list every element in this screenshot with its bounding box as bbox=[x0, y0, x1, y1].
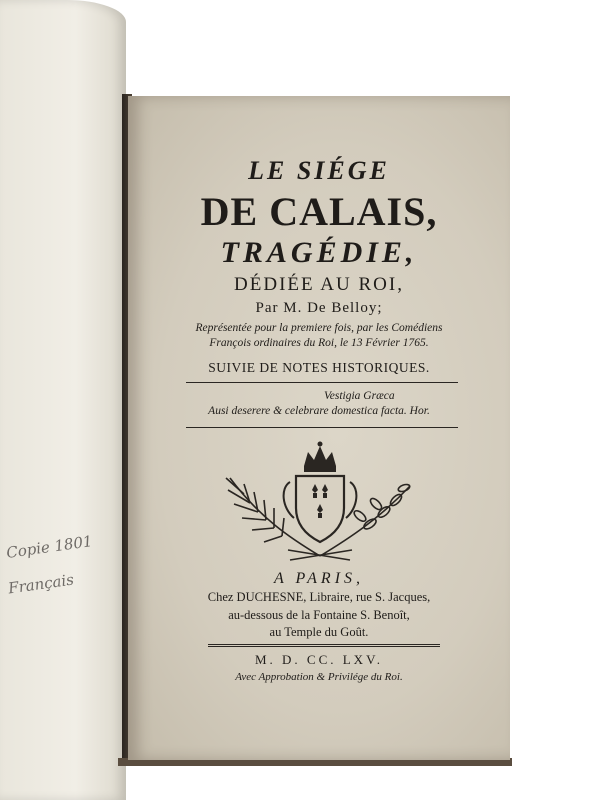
double-rule bbox=[208, 644, 440, 647]
imprint-line-1: Chez DUCHESNE, Libraire, rue S. Jacques, bbox=[207, 590, 431, 604]
genre: TRAGÉDIE, bbox=[220, 236, 418, 269]
imprint-line-2: au-dessous de la Fontaine S. Benoît, bbox=[228, 608, 410, 622]
divider bbox=[186, 427, 458, 428]
privilege-line: Avec Approbation & Privilége du Roi. bbox=[235, 671, 403, 683]
royal-crest-icon bbox=[220, 438, 420, 568]
subtitle: SUIVIE DE NOTES HISTORIQUES. bbox=[208, 360, 430, 375]
title-line-2: DE CALAIS, bbox=[200, 189, 438, 234]
handwritten-note: Français bbox=[7, 570, 75, 598]
divider bbox=[186, 382, 458, 383]
dedication: DÉDIÉE AU ROI, bbox=[234, 274, 404, 295]
handwritten-note: Copie 1801 bbox=[5, 532, 94, 562]
publication-year: M. D. CC. LXV. bbox=[254, 652, 384, 667]
title-line-1: LE SIÉGE bbox=[248, 156, 390, 185]
title-page bbox=[128, 96, 510, 760]
imprint-line-3: au Temple du Goût. bbox=[269, 625, 369, 639]
author-line: Par M. De Belloy; bbox=[255, 300, 383, 316]
epigraph-line-1: Vestigia Græca bbox=[324, 390, 395, 402]
epigraph-line-2: Ausi deserere & celebrare domestica facta. Hor. bbox=[208, 405, 430, 417]
left-flyleaf bbox=[0, 0, 126, 800]
imprint-city: A PARIS, bbox=[273, 570, 365, 587]
performance-line-1: Représentée pour la premiere fois, par les Comédiens bbox=[195, 322, 443, 334]
performance-line-2: François ordinaires du Roi, le 13 Février 1765. bbox=[209, 337, 429, 349]
